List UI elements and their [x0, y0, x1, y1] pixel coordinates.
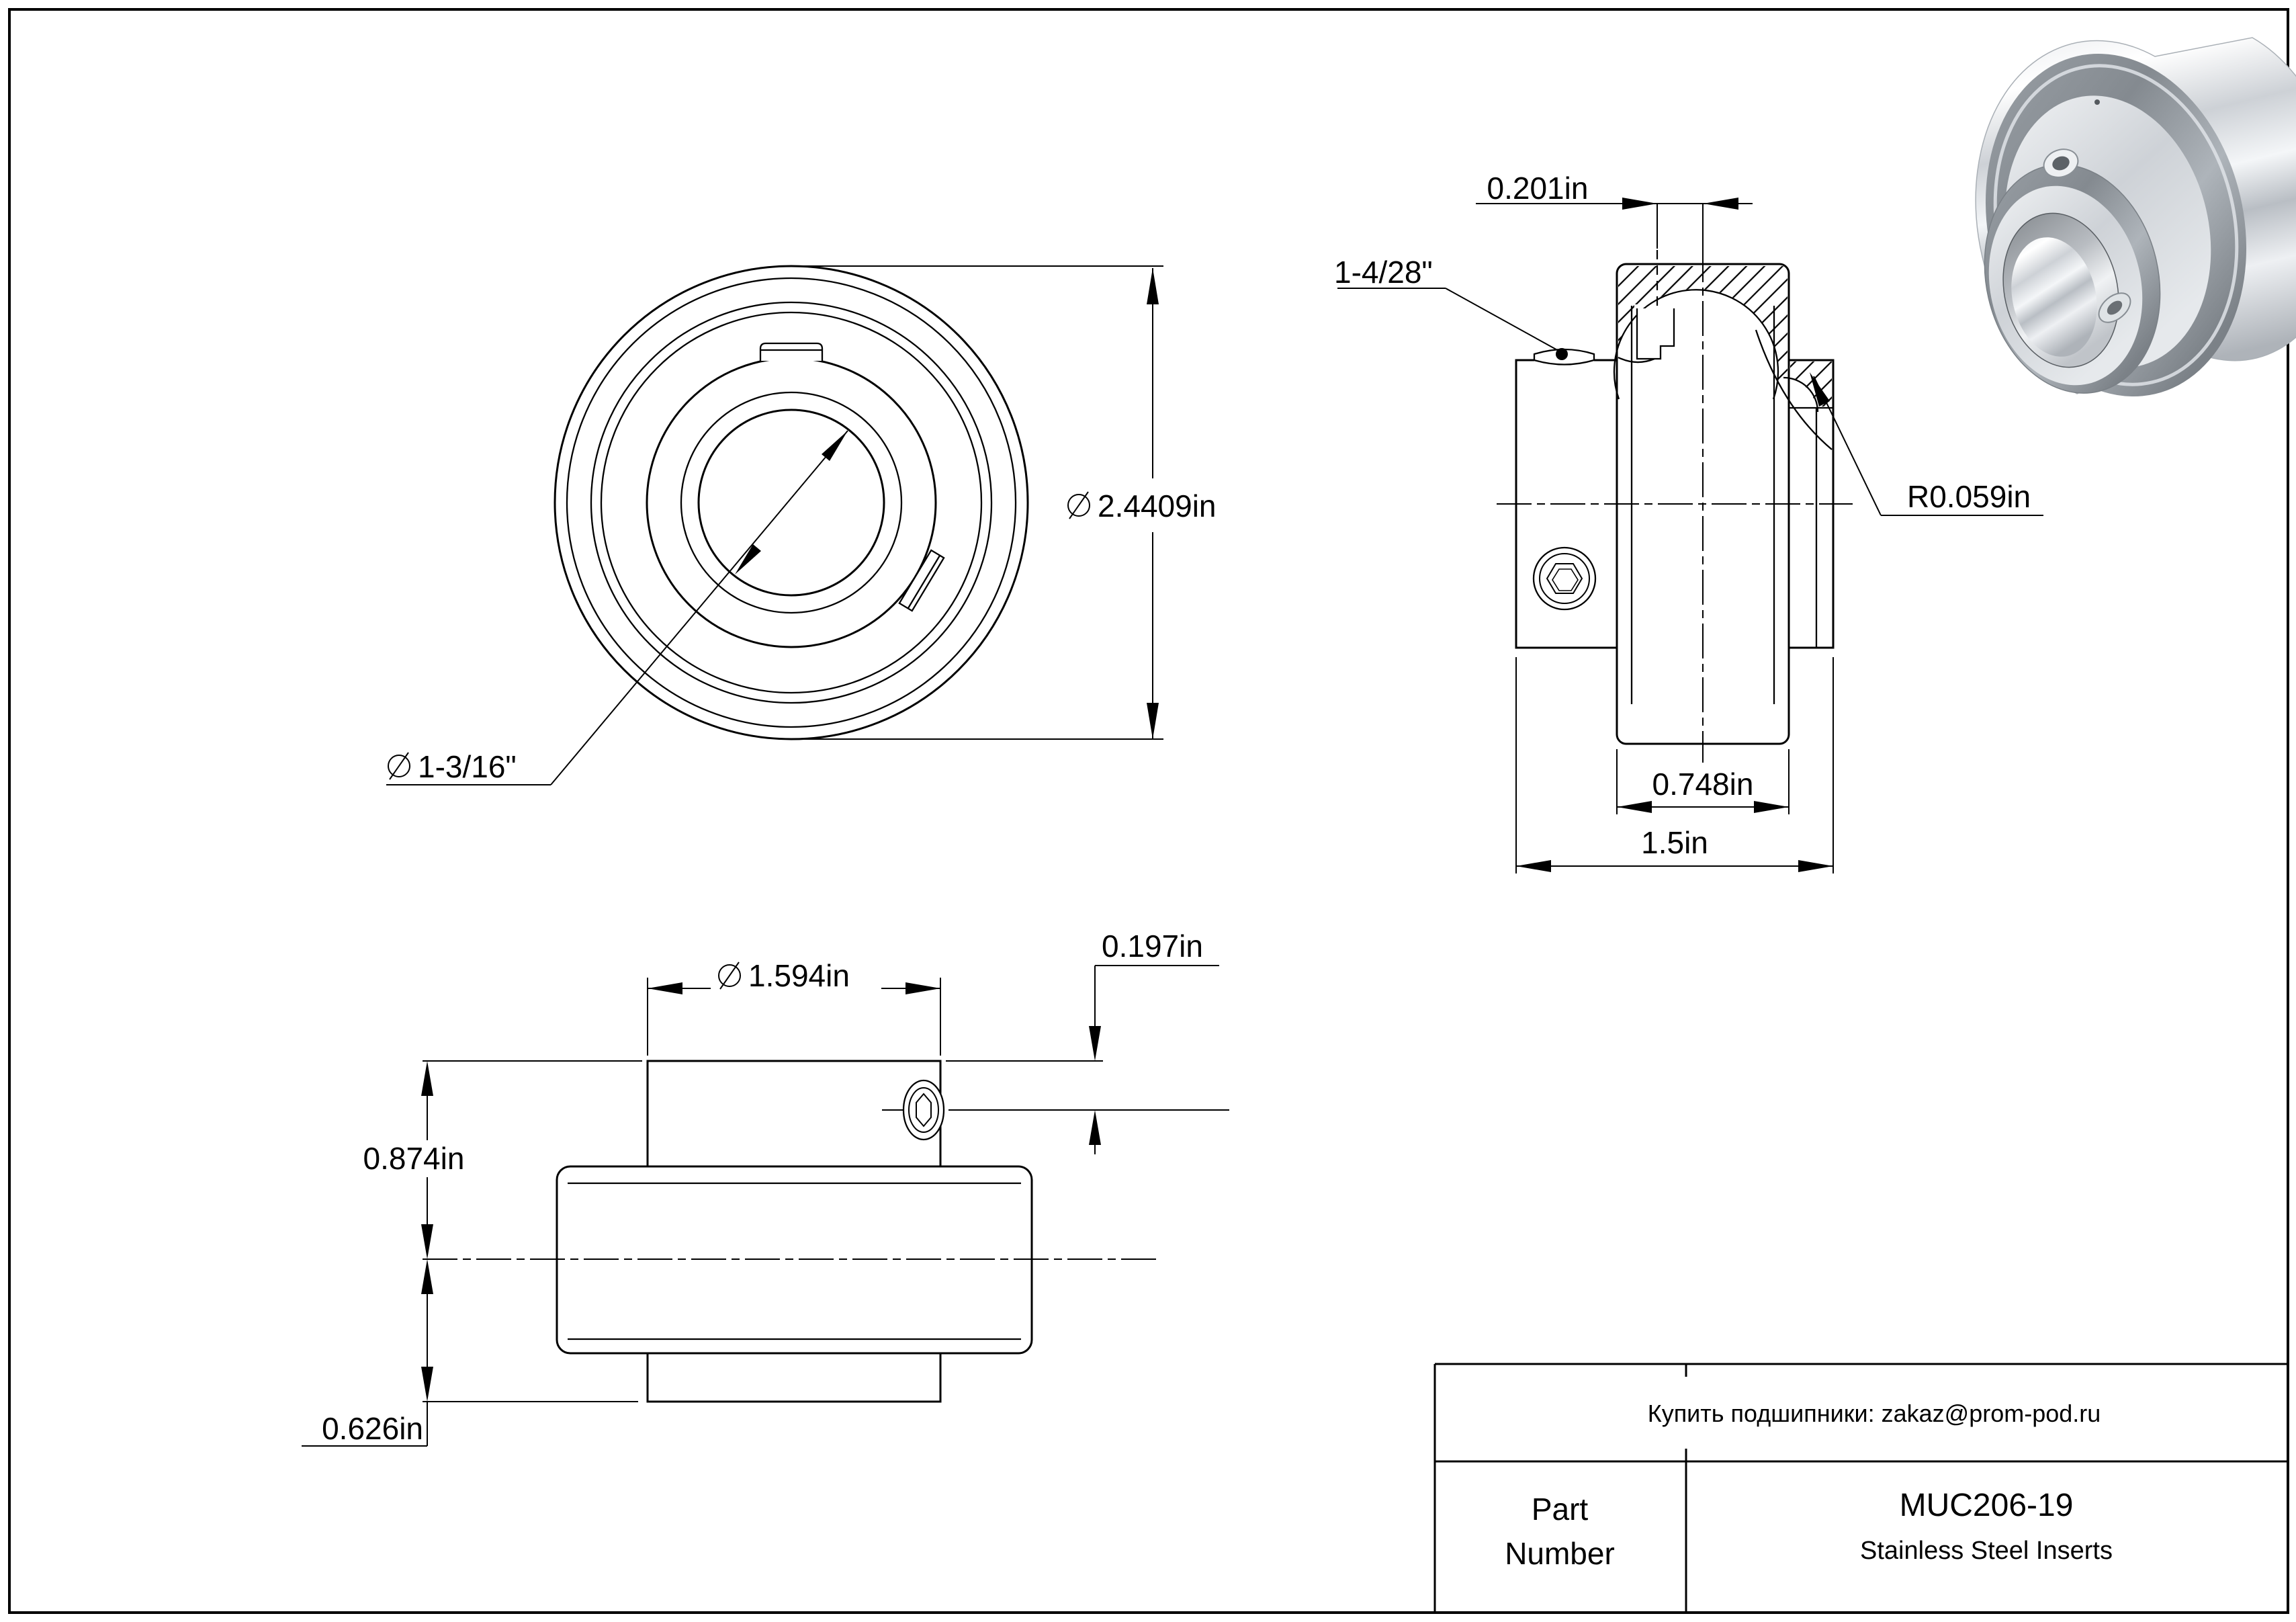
part-number: MUC206-19 — [1899, 1488, 2074, 1523]
inner-ring-diameter-label: 1.594in — [748, 958, 850, 993]
screw-to-face-label: 0.197in — [1102, 929, 1203, 964]
upper-half-width-label: 0.874in — [363, 1141, 465, 1176]
total-width-label: 1.5in — [1641, 825, 1708, 860]
part-label-line1: Part — [1531, 1492, 1589, 1527]
od-label: 2.4409in — [1098, 488, 1217, 523]
lower-half-width-label: 0.626in — [322, 1411, 423, 1446]
top-extension — [648, 1061, 940, 1168]
outer-ring-width-label: 0.748in — [1652, 767, 1754, 802]
bore-diameter-label: 1-3/16" — [418, 749, 517, 784]
render-pin-dot — [2094, 99, 2100, 105]
thread-size-label: 1-4/28" — [1334, 255, 1433, 290]
part-description: Stainless Steel Inserts — [1860, 1537, 2113, 1565]
set-screw-boss-top — [760, 343, 822, 361]
set-screw-face — [903, 1080, 944, 1140]
screw-offset-label: 0.201in — [1487, 171, 1589, 206]
page-border — [9, 9, 2288, 1613]
part-label-line2: Number — [1505, 1536, 1615, 1571]
bottom-extension — [648, 1351, 940, 1402]
supplier-note: Купить подшипники: zakaz@prom-pod.ru — [1647, 1400, 2101, 1427]
fillet-radius-label: R0.059in — [1907, 479, 2031, 514]
